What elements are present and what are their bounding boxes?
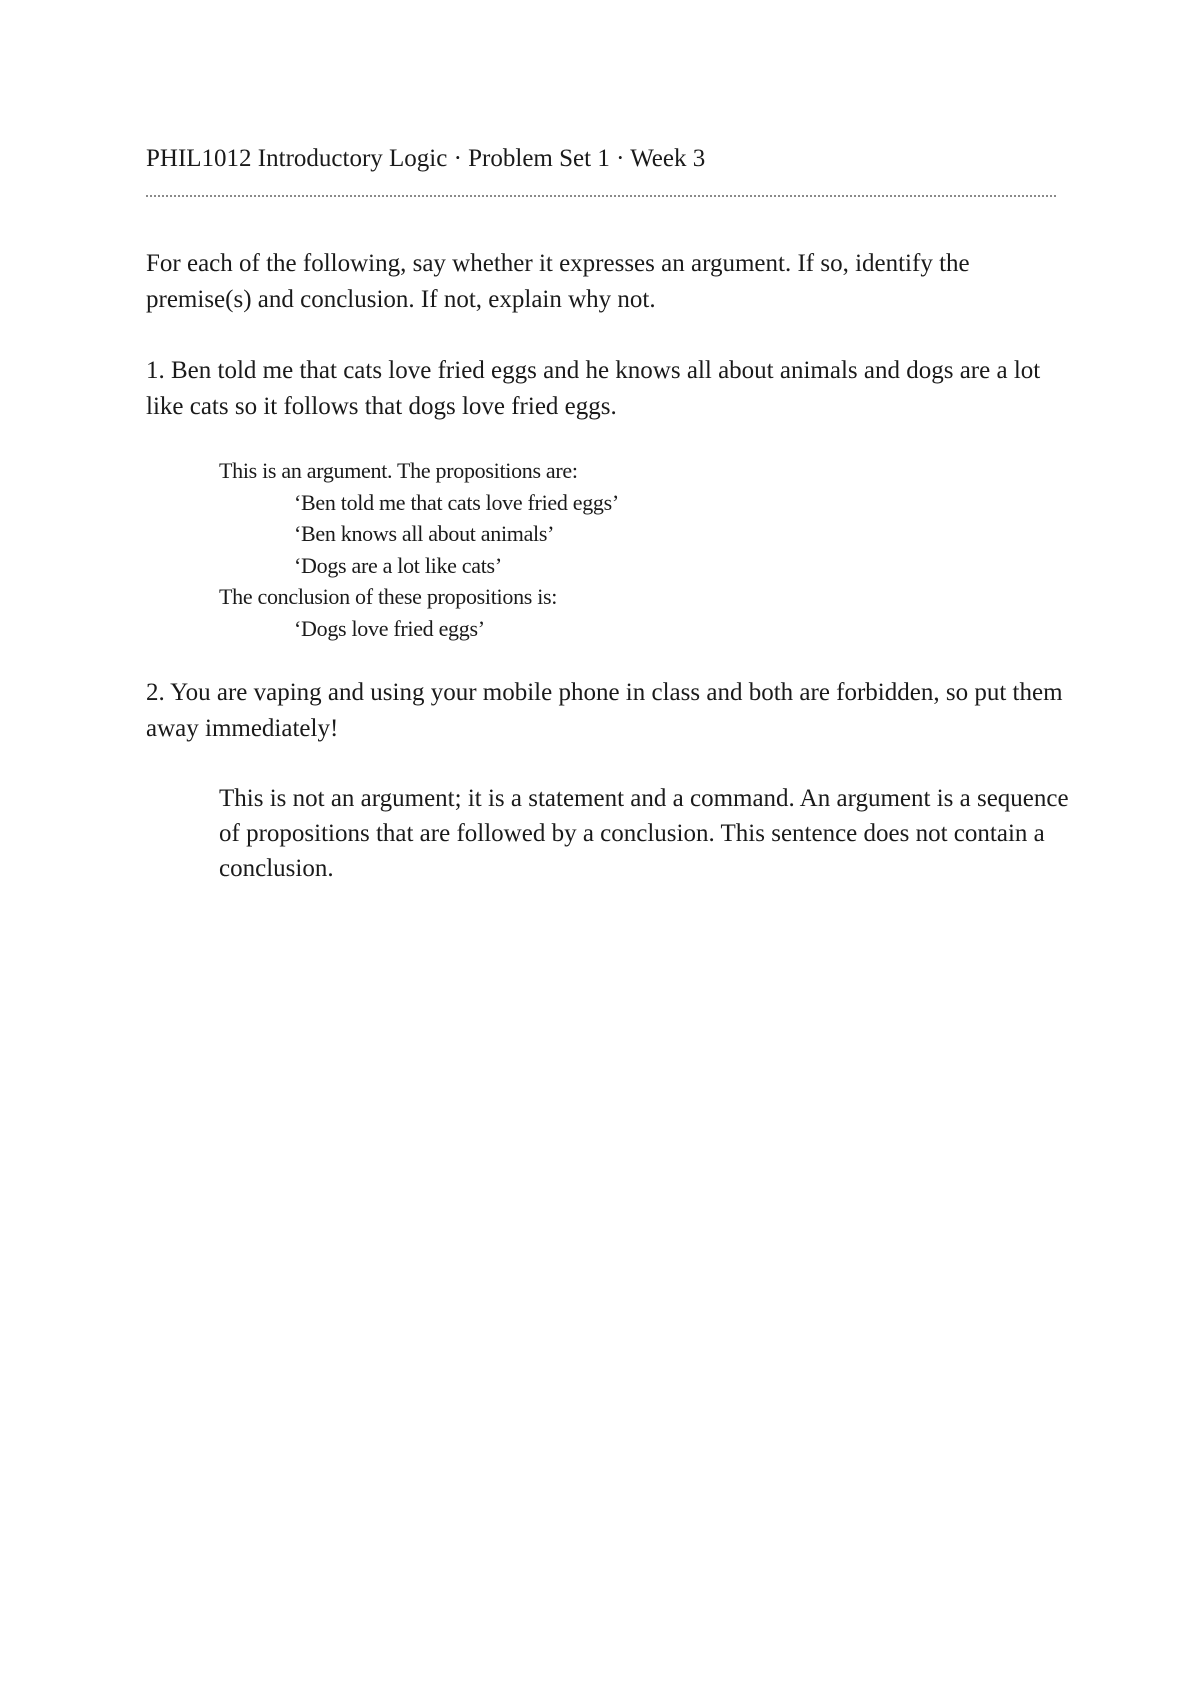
answer-2: This is not an argument; it is a statement and a command. An argument is a sequence of propositions that are followed by a conclusion. This sentence does not contain a conclusion. bbox=[219, 785, 1069, 882]
document-header: PHIL1012 Introductory Logic · Problem Set 1 · Week 3 bbox=[146, 145, 706, 172]
answer-1-conclusion-intro: The conclusion of these propositions is: bbox=[219, 584, 558, 609]
dotted-divider bbox=[146, 195, 1056, 197]
question-2: 2. You are vaping and using your mobile phone in class and both are forbidden, so put them away immediately! bbox=[146, 679, 1063, 742]
answer-1-conclusion: ‘Dogs love fried eggs’ bbox=[294, 615, 485, 641]
answer-1 bbox=[219, 455, 619, 644]
answer-1-proposition: ‘Dogs are a lot like cats’ bbox=[294, 552, 502, 578]
answer-1-proposition: ‘Ben knows all about animals’ bbox=[294, 521, 555, 546]
answer-1-proposition: ‘Ben told me that cats love fried eggs’ bbox=[294, 489, 619, 515]
question-1: 1. Ben told me that cats love fried eggs and he knows all about animals and dogs are a lot like cats so it follows that dogs love fried eggs. bbox=[146, 357, 1041, 420]
instructions-paragraph: For each of the following, say whether it expresses an argument. If so, identify the premise(s) and conclusion. If not, explain why not. bbox=[146, 250, 970, 313]
answer-1-intro: This is an argument. The propositions are: bbox=[219, 458, 578, 483]
